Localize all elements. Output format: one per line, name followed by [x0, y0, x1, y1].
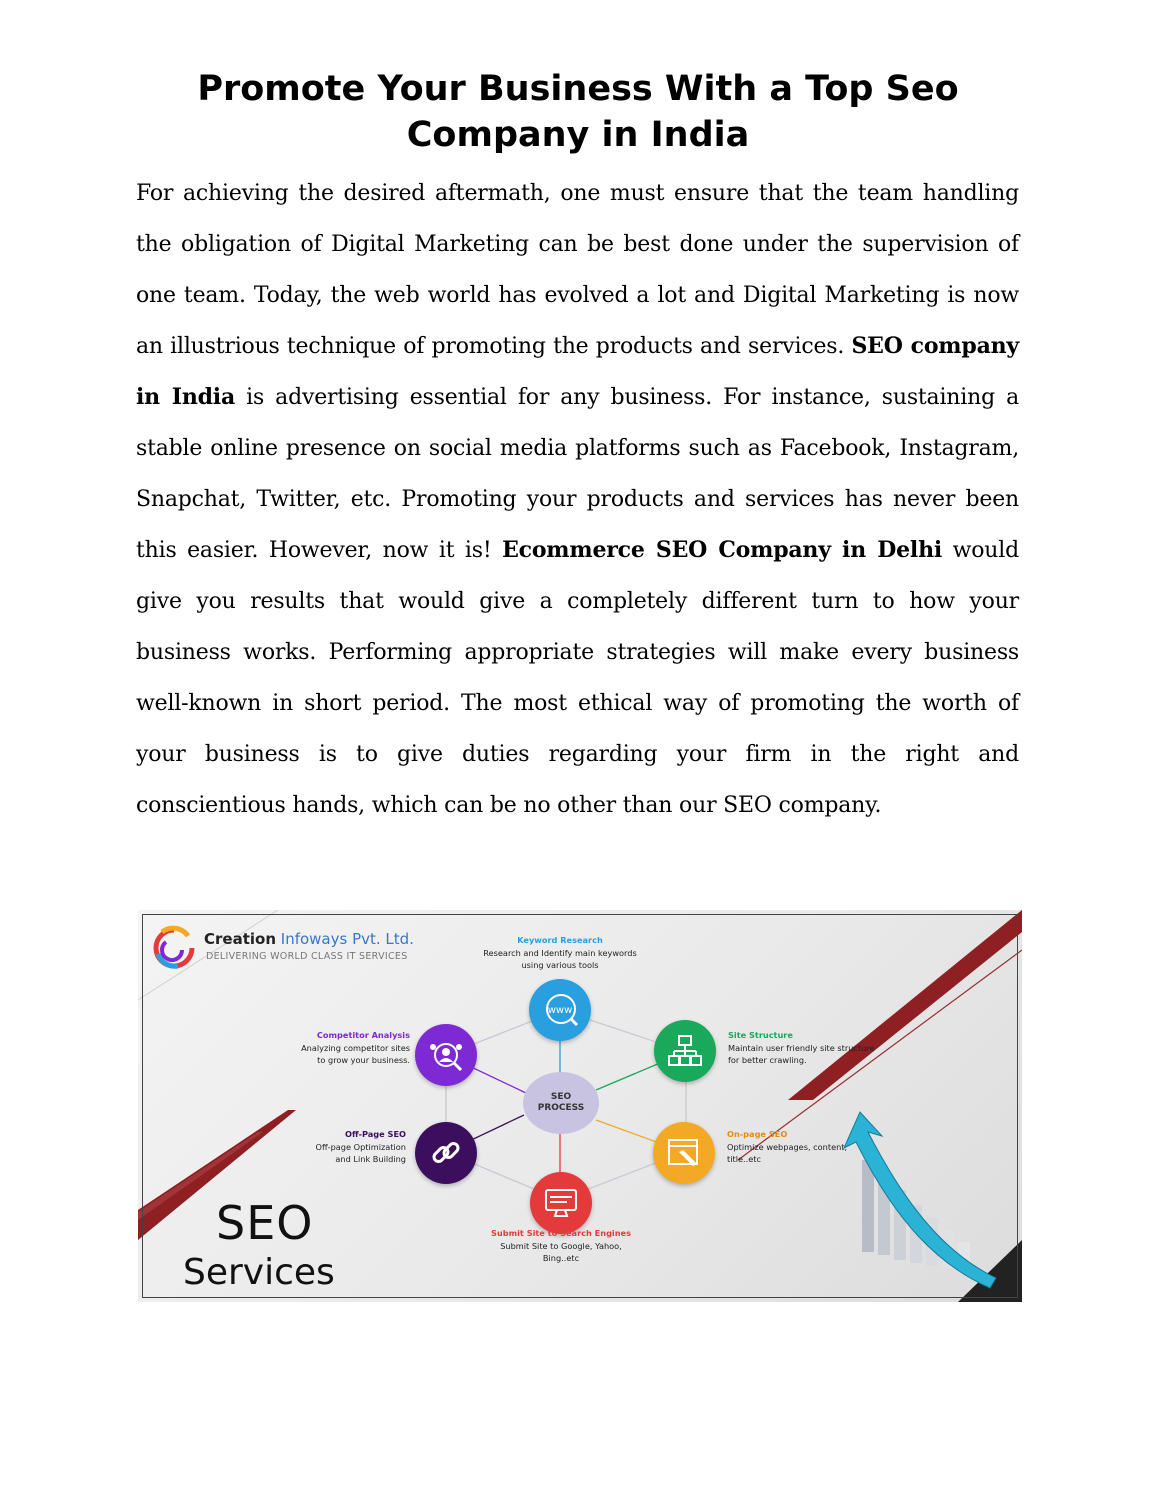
keyword-research-label — [470, 934, 650, 972]
offpage-seo-line-1: Off-page Optimization — [315, 1141, 406, 1152]
competitor-analysis-title: Competitor Analysis — [316, 1030, 410, 1040]
document-title — [136, 66, 1020, 158]
site-structure-line-1: Maintain user friendly site structure — [728, 1042, 875, 1053]
company-name-bold: Creation — [204, 930, 276, 948]
svg-text:www: www — [547, 1005, 573, 1016]
paragraph-text-2: is advertising essential for any business. For instance, sustaining a stable online presence on social media platforms such as Facebook, Instagram, Snapchat, Twitter, etc. Promoting your products and services has never been this easier. However, now it is! — [136, 385, 1019, 563]
www-icon — [540, 990, 580, 1030]
seo-process-infographic — [138, 910, 1022, 1302]
monitor-icon — [541, 1183, 581, 1223]
company-tagline: DELIVERING WORLD CLASS IT SERVICES — [206, 951, 408, 962]
ecommerce-seo-delhi-bold: Ecommerce SEO Company in Delhi — [502, 537, 943, 563]
site-structure-label — [728, 1029, 875, 1067]
sitemap-icon — [666, 1032, 704, 1070]
offpage-seo-label — [288, 1128, 406, 1166]
submit-site-label — [476, 1227, 646, 1265]
onpage-seo-label — [727, 1128, 847, 1166]
site-structure-node — [654, 1020, 716, 1082]
seo-heading-graphic: SEO — [216, 1196, 314, 1250]
submit-site-title: Submit Site to Search Engines — [491, 1228, 631, 1238]
onpage-seo-node — [653, 1122, 715, 1184]
paragraph-text-3: would give you results that would give a completely different turn to how your business works. Performing appropriate strategies will make every business well-known in short period. The most ethical way of promoting the worth of your business is to give duties regarding your firm in the right and conscientious hands, which can be no other than our SEO company. — [136, 538, 1019, 818]
competitor-analysis-label — [268, 1029, 410, 1067]
company-name-rest: Infoways Pvt. Ltd. — [276, 930, 414, 948]
onpage-seo-line-2: title..etc — [727, 1154, 761, 1164]
submit-site-node — [530, 1172, 592, 1234]
site-structure-title: Site Structure — [728, 1030, 793, 1040]
onpage-seo-title: On-page SEO — [727, 1129, 788, 1139]
seo-company-india-bold: SEO company in India — [136, 333, 1020, 410]
center-line-1: SEO — [550, 1092, 572, 1102]
competitor-analysis-node — [415, 1024, 477, 1086]
keyword-research-node — [529, 979, 591, 1041]
company-name — [204, 930, 414, 948]
site-structure-line-2: for better crawling. — [728, 1055, 807, 1065]
submit-site-line-1: Submit Site to Google, Yahoo, — [500, 1240, 622, 1251]
submit-site-line-2: Bing..etc — [542, 1253, 580, 1263]
center-line-2: PROCESS — [537, 1103, 585, 1113]
services-heading-graphic: Services — [183, 1252, 335, 1293]
creation-infoways-logo-icon — [150, 924, 198, 972]
body-paragraph — [136, 168, 1019, 831]
keyword-research-line-1: Research and Identify main keywords — [483, 947, 637, 958]
title-line-2: Company in India — [406, 115, 750, 155]
link-icon — [427, 1134, 465, 1172]
paragraph-text-1: For achieving the desired aftermath, one must ensure that the team handling the obligation of Digital Marketing can be best done under the supervision of one team. Today, the web world has evolved a lot and Digital Marketing is now an illustrious technique of promoting the products and services. — [136, 181, 1019, 359]
offpage-seo-title: Off-Page SEO — [344, 1129, 406, 1139]
keyword-research-line-2: using various tools — [521, 960, 599, 970]
keyword-research-title: Keyword Research — [517, 935, 603, 945]
users-target-icon — [426, 1035, 466, 1075]
competitor-analysis-line-2: to grow your business. — [317, 1055, 410, 1065]
right-red-stripe — [788, 910, 1022, 1100]
offpage-seo-node — [415, 1122, 477, 1184]
page-edit-icon — [665, 1134, 703, 1172]
competitor-analysis-line-1: Analyzing competitor sites — [301, 1042, 410, 1053]
onpage-seo-line-1: Optimize webpages, content, — [727, 1141, 848, 1152]
seo-process-center — [523, 1072, 599, 1134]
title-line-1: Promote Your Business With a Top Seo — [197, 69, 959, 109]
offpage-seo-line-2: and Link Building — [335, 1154, 406, 1164]
